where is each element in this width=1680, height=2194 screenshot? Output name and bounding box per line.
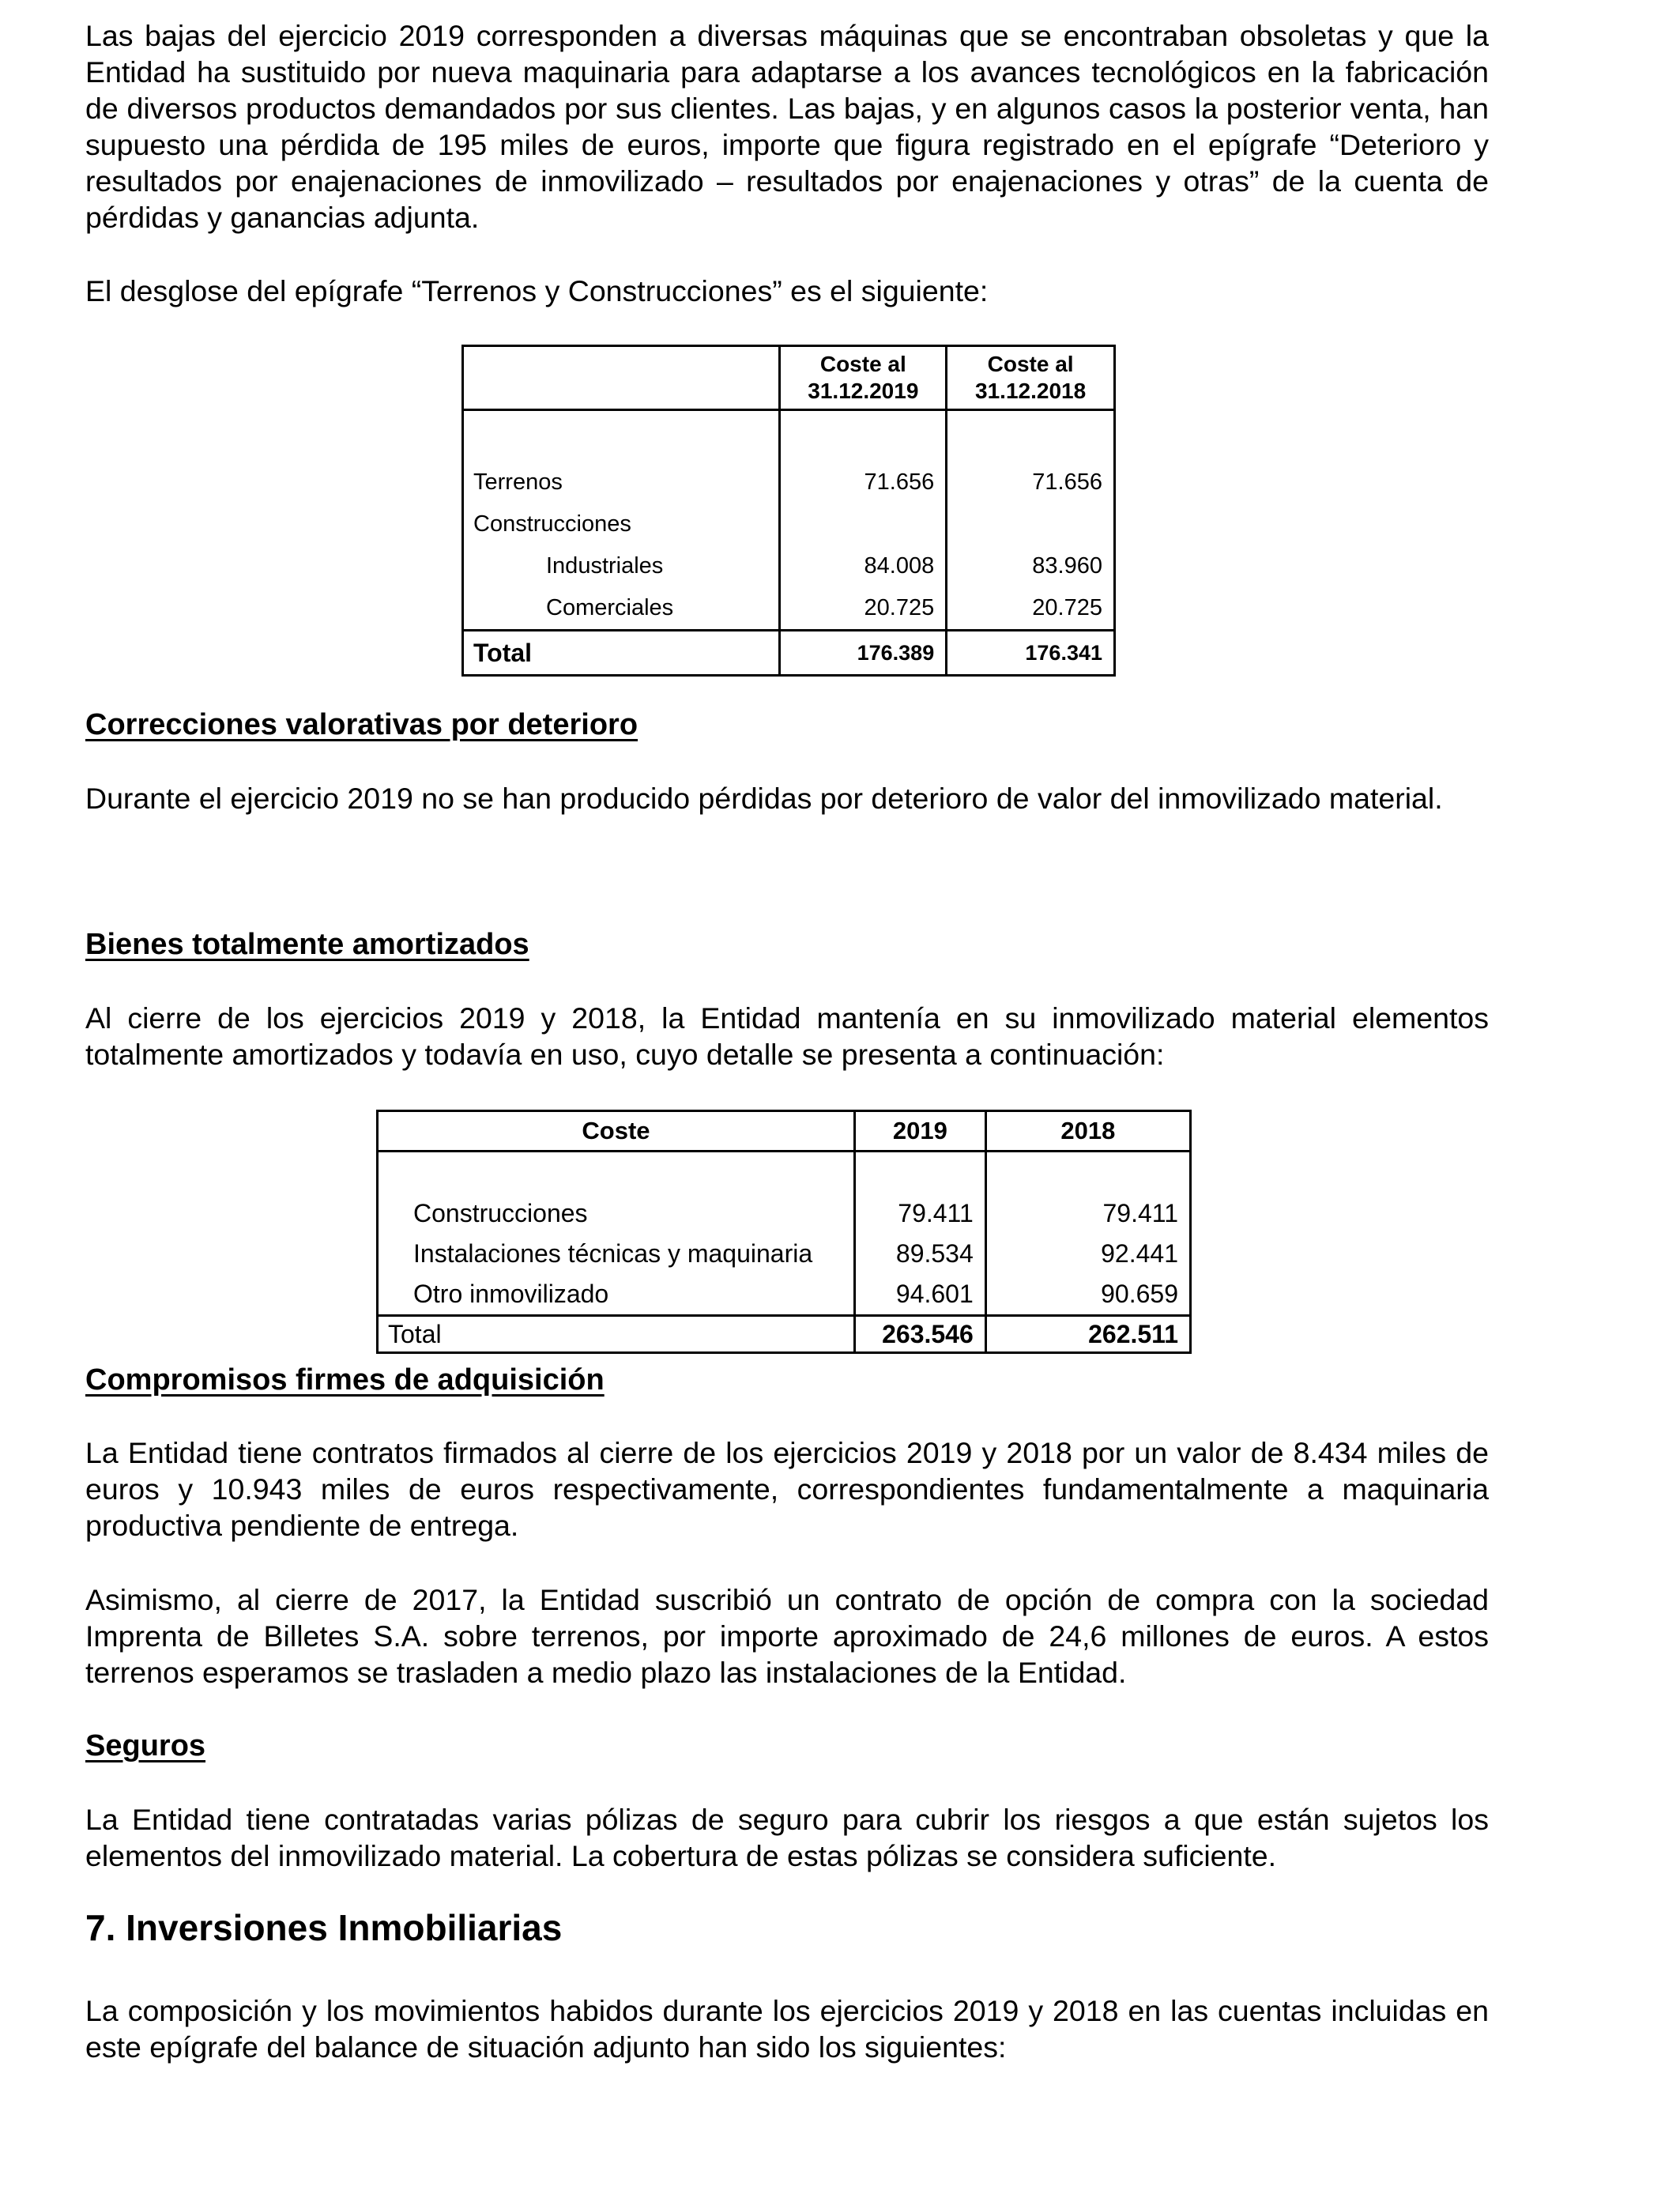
heading-correcciones: Correcciones valorativas por deterioro xyxy=(85,708,638,741)
paragraph-opcion-compra: Asimismo, al cierre de 2017, la Entidad suscribió un contrato de opción de compra con la sociedad Imprenta de Billetes S.A. sobre terrenos, por importe aproximado de 24,6 millones de euros. A estos terrenos esperamos se trasladen a medio plazo las instalaciones de la Entidad. xyxy=(85,1583,1489,1689)
table-total-row: Total 176.389 176.341 xyxy=(463,631,1115,676)
header-coste-2019: Coste al 31.12.2019 xyxy=(780,346,947,410)
table-header-row xyxy=(463,346,1115,410)
table-row: Construcciones 79.411 79.411 xyxy=(378,1193,1191,1234)
header-coste-2018: Coste al 31.12.2018 xyxy=(947,346,1115,410)
paragraph-inversiones: La composición y los movimientos habidos durante los ejercicios 2019 y 2018 en las cuentas incluidas en este epígrafe del balance de situación adjunto han sido los siguientes: xyxy=(85,1994,1489,2064)
paragraph-bienes: Al cierre de los ejercicios 2019 y 2018, la Entidad mantenía en su inmovilizado material elementos totalmente amortizados y todavía en uso, cuyo detalle se presenta a continuación: xyxy=(85,1001,1489,1071)
paragraph-seguros: La Entidad tiene contratadas varias pólizas de seguro para cubrir los riesgos a que están sujetos los elementos del inmovilizado material. La cobertura de estas pólizas se considera suficiente. xyxy=(85,1803,1489,1872)
paragraph-desglose: El desglose del epígrafe “Terrenos y Construcciones” es el siguiente: xyxy=(85,274,989,307)
table-header-row xyxy=(378,1111,1191,1152)
section-title-inversiones: 7. Inversiones Inmobiliarias xyxy=(85,1907,563,1948)
paragraph-correcciones: Durante el ejercicio 2019 no se han producido pérdidas por deterioro de valor del inmovilizado material. xyxy=(85,782,1443,815)
paragraph-compromisos: La Entidad tiene contratos firmados al cierre de los ejercicios 2019 y 2018 por un valor de 8.434 miles de euros y 10.943 miles de euros respectivamente, correspondientes fundamentalmente a maquinaria productiva pendiente de entrega. xyxy=(85,1436,1489,1542)
table-total-row: Total 263.546 262.511 xyxy=(378,1316,1191,1353)
table-row: Instalaciones técnicas y maquinaria 89.534 92.441 xyxy=(378,1234,1191,1274)
table-row: Otro inmovilizado 94.601 90.659 xyxy=(378,1274,1191,1316)
header-2019: 2019 xyxy=(854,1111,985,1152)
heading-compromisos: Compromisos firmes de adquisición xyxy=(85,1363,605,1397)
header-empty xyxy=(463,346,780,410)
terrenos-construcciones-table xyxy=(461,345,1116,677)
table-row: Construcciones xyxy=(463,503,1115,545)
table-row: Industriales 84.008 83.960 xyxy=(463,545,1115,587)
table-row: Terrenos 71.656 71.656 xyxy=(463,462,1115,503)
header-2018: 2018 xyxy=(985,1111,1190,1152)
paragraph-bajas: Las bajas del ejercicio 2019 corresponden a diversas máquinas que se encontraban obsoletas y que la Entidad ha sustituido por nueva maquinaria para adaptarse a los avances tecnológicos en la fabricación de diversos productos demandados por sus clientes. Las bajas, y en algunos casos la posterior venta, han supuesto una pérdida de 195 miles de euros, importe que figura registrado en el epígrafe “Deterioro y resultados por enajenaciones de inmovilizado – resultados por enajenaciones y otras” de la cuenta de pérdidas y ganancias adjunta. xyxy=(85,19,1489,234)
bienes-amortizados-table xyxy=(376,1110,1192,1354)
table-row: Comerciales 20.725 20.725 xyxy=(463,587,1115,631)
header-coste: Coste xyxy=(378,1111,855,1152)
heading-bienes: Bienes totalmente amortizados xyxy=(85,928,529,961)
heading-seguros: Seguros xyxy=(85,1729,206,1762)
